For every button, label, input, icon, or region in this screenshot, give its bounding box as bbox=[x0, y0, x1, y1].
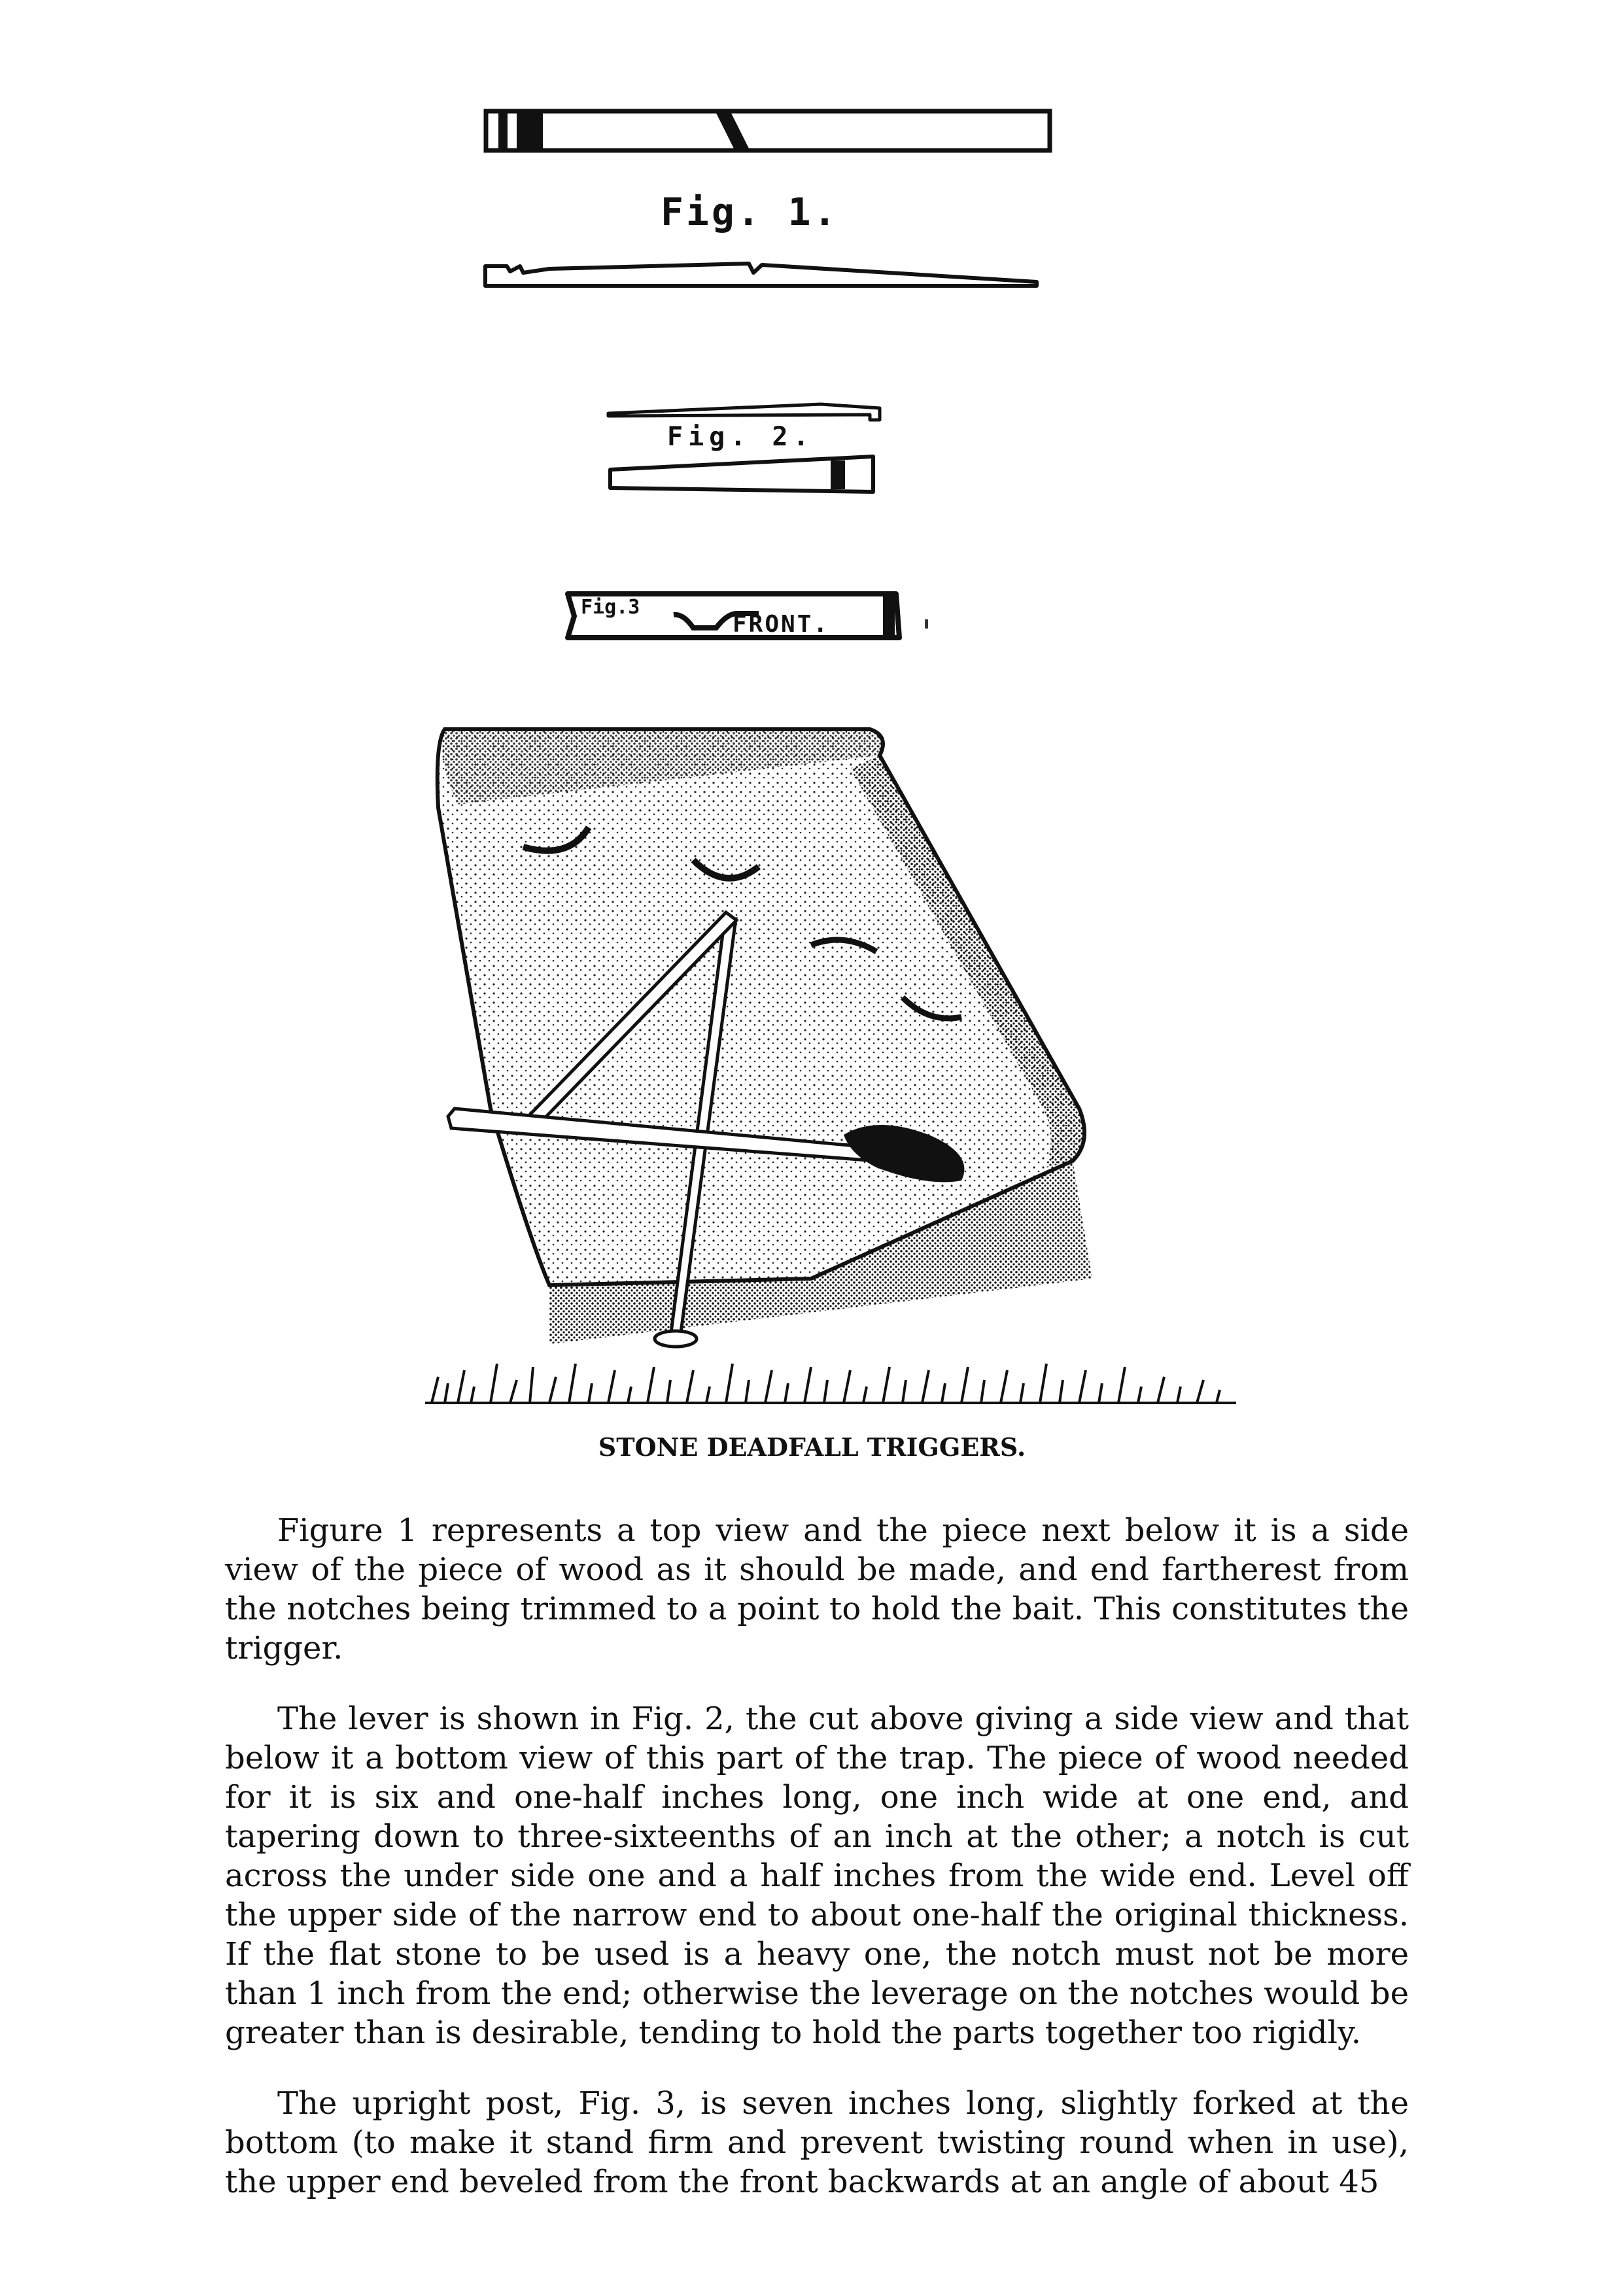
fig1-label: Fig. 1. bbox=[661, 190, 839, 234]
speck-mark bbox=[924, 618, 930, 631]
fig3-front-label: FRONT. bbox=[733, 611, 830, 638]
illustration-caption: STONE DEADFALL TRIGGERS. bbox=[598, 1432, 1026, 1462]
paragraph-lever: The lever is shown in Fig. 2, the cut above giving a side view and that below it a bottom view of this part of the trap. The piece of wood needed for it is six and one-half inches long, one inch wide at one end, and tapering down to three-sixteenths of an inch at the other; a notch is cut across the under side one and a half inches from the wide end. Level off the upper side of the narrow end to about one-half the original thickness. If the flat stone to be used is a heavy one, the notch must not be more than 1 inch from the end; otherwise the leverage on the notches would be greater than is desirable, tending to hold the parts together too rigidly. bbox=[225, 1700, 1409, 2051]
fig2-bottom-view-drawing bbox=[605, 451, 880, 497]
fig3-label: Fig.3 bbox=[581, 596, 640, 619]
paragraph-upright-post: The upright post, Fig. 3, is seven inches long, slightly forked at the bottom (to make it stand firm and prevent twisting round when in use), the upper end beveled from the front backwards at an angle of about 45 bbox=[225, 2085, 1409, 2200]
fig1-top-view-drawing bbox=[484, 108, 1053, 160]
body-text bbox=[225, 1511, 1409, 2233]
fig1-side-view-drawing bbox=[484, 258, 1046, 291]
fig2-label: Fig. 2. bbox=[667, 422, 814, 452]
paragraph-trigger: Figure 1 represents a top view and the piece next below it is a side view of the piece of wood as it should be made, and end fartherest from the notches being trimmed to a point to hold the bait. This constitutes the trigger. bbox=[225, 1512, 1409, 1666]
fig3-upright-post-drawing bbox=[562, 589, 903, 647]
stone-deadfall-illustration bbox=[419, 716, 1243, 1429]
